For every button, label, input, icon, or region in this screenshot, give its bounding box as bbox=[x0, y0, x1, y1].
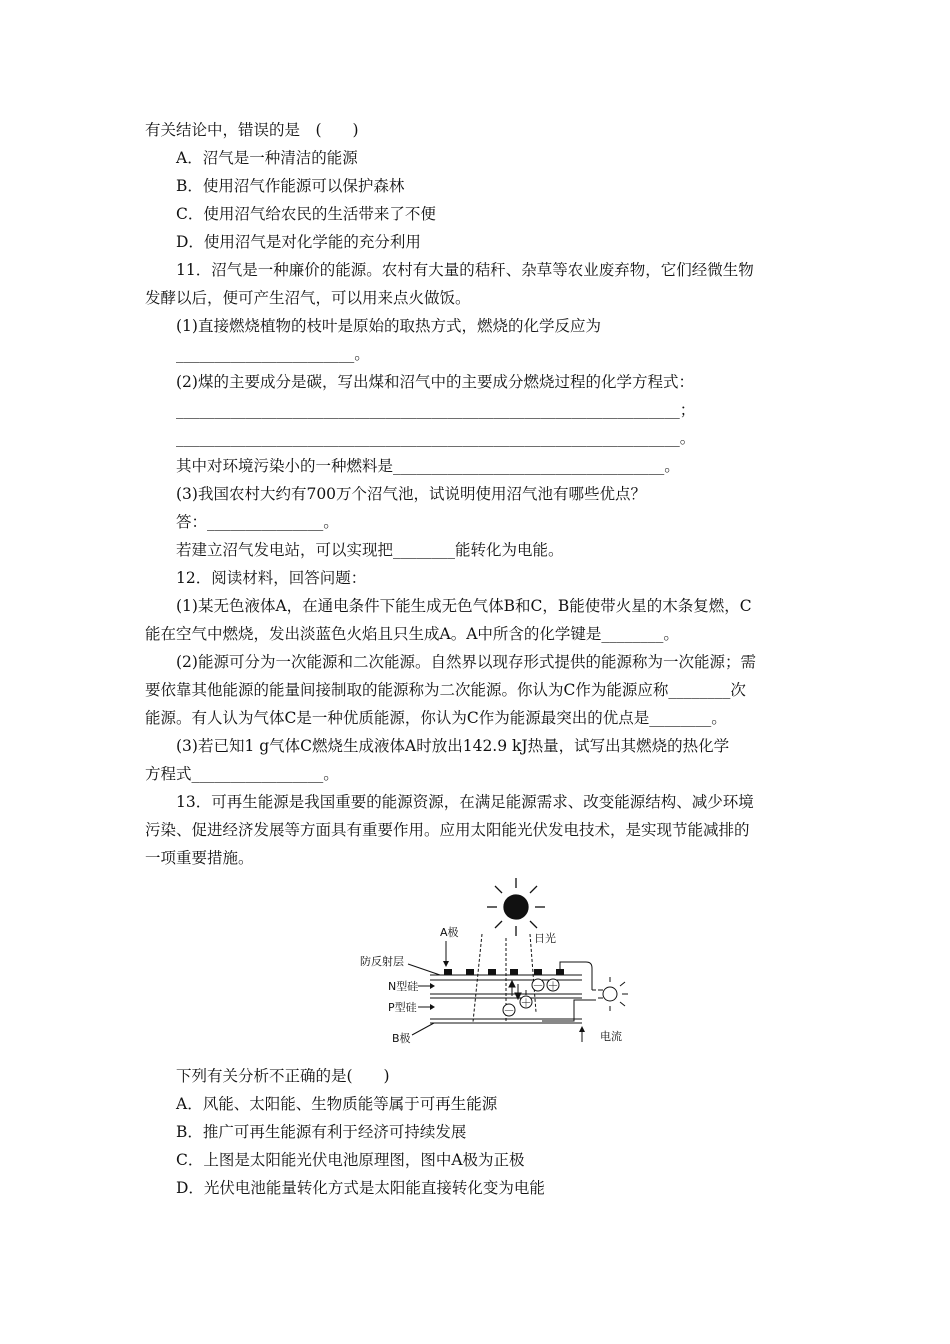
q13-option-a: A．风能、太阳能、生物质能等属于可再生能源 bbox=[176, 1095, 498, 1113]
q12-part1-line1: (1)某无色液体A，在通电条件下能生成无色气体B和C，B能使带火星的木条复燃，C bbox=[176, 597, 752, 615]
q11-part1: (1)直接燃烧植物的枝叶是原始的取热方式，燃烧的化学反应为 bbox=[176, 317, 601, 335]
label-sunlight: 日光 bbox=[534, 932, 556, 945]
q11-part3-answer: 答：_______________。 bbox=[176, 513, 339, 531]
carrier-plus-bottom: ＋ bbox=[520, 996, 532, 1010]
q11-part3: (3)我国农村大约有700万个沼气池，试说明使用沼气池有哪些优点？ bbox=[176, 485, 647, 503]
carrier-minus-bottom: － bbox=[503, 1004, 515, 1018]
q10-option-b: B．使用沼气作能源可以保护森林 bbox=[176, 177, 405, 195]
q11-part2-less-polluting: 其中对环境污染小的一种燃料是___________________________________。 bbox=[176, 457, 680, 475]
q12-part3-line1: (3)若已知1 g气体C燃烧生成液体A时放出142.9 kJ热量，试写出其燃烧的热化学 bbox=[176, 737, 730, 755]
q13-option-d: D．光伏电池能量转化方式是太阳能直接转化变为电能 bbox=[176, 1179, 545, 1197]
q12-part1-line2: 能在空气中燃烧，发出淡蓝色火焰且只生成A。A中所含的化学键是________。 bbox=[145, 625, 679, 643]
a-electrode-blocks bbox=[444, 969, 564, 975]
label-current: 电流 bbox=[600, 1030, 622, 1043]
q11-part1-blank: _______________________。 bbox=[176, 345, 370, 363]
carrier-minus-top: － bbox=[532, 979, 544, 993]
q11-part2-blank1: _________________________________________________________________； bbox=[176, 401, 696, 419]
label-p-silicon: P型硅 bbox=[388, 1001, 417, 1014]
q10-option-d: D．使用沼气是对化学能的充分利用 bbox=[176, 233, 421, 251]
q13-question: 下列有关分析不正确的是( ) bbox=[176, 1067, 390, 1085]
lamp-icon bbox=[598, 977, 628, 1011]
label-a-electrode: A极 bbox=[440, 926, 459, 939]
label-b-electrode: B极 bbox=[392, 1032, 411, 1045]
sun-icon bbox=[487, 878, 545, 936]
label-anti-reflective-layer: 防反射层 bbox=[360, 955, 404, 968]
q12-part2-line1: (2)能源可分为一次能源和二次能源。自然界以现存形式提供的能源称为一次能源；需 bbox=[176, 653, 756, 671]
q10-option-c: C．使用沼气给农民的生活带来了不便 bbox=[176, 205, 436, 223]
q13-stem-line1: 13．可再生能源是我国重要的能源资源，在满足能源需求、改变能源结构、减少环境 bbox=[176, 793, 754, 811]
q10-stem-end: 有关结论中，错误的是 ( ) bbox=[145, 121, 359, 139]
q11-stem-line2: 发酵以后，便可产生沼气，可以用来点火做饭。 bbox=[145, 289, 471, 307]
q12-stem: 12．阅读材料，回答问题： bbox=[176, 569, 367, 587]
q11-stem-line1: 11．沼气是一种廉价的能源。农村有大量的秸秆、杂草等农业废弃物，它们经微生物 bbox=[176, 261, 754, 279]
solar-cell-diagram bbox=[360, 872, 640, 1057]
q11-part2-blank2: _________________________________________________________________。 bbox=[176, 429, 696, 447]
q12-part2-line3: 能源。有人认为气体C是一种优质能源，你认为C作为能源最突出的优点是________。 bbox=[145, 709, 727, 727]
q13-stem-line2: 污染、促进经济发展等方面具有重要作用。应用太阳能光伏发电技术，是实现节能减排的 bbox=[145, 821, 750, 839]
q12-part3-line2: 方程式_________________。 bbox=[145, 765, 339, 783]
carrier-plus-top: ＋ bbox=[547, 979, 559, 993]
q11-part2: (2)煤的主要成分是碳，写出煤和沼气中的主要成分燃烧过程的化学方程式： bbox=[176, 373, 694, 391]
q13-option-c: C．上图是太阳能光伏电池原理图，图中A极为正极 bbox=[176, 1151, 525, 1169]
q13-option-b: B．推广可再生能源有利于经济可持续发展 bbox=[176, 1123, 467, 1141]
label-n-silicon: N型硅 bbox=[388, 980, 419, 993]
q12-part2-line2: 要依靠其他能源的能量间接制取的能源称为二次能源。你认为C作为能源应称________次 bbox=[145, 681, 746, 699]
q13-stem-line3: 一项重要措施。 bbox=[145, 849, 254, 867]
q10-option-a: A．沼气是一种清洁的能源 bbox=[176, 149, 358, 167]
q11-part3-station: 若建立沼气发电站，可以实现把________能转化为电能。 bbox=[176, 541, 564, 559]
